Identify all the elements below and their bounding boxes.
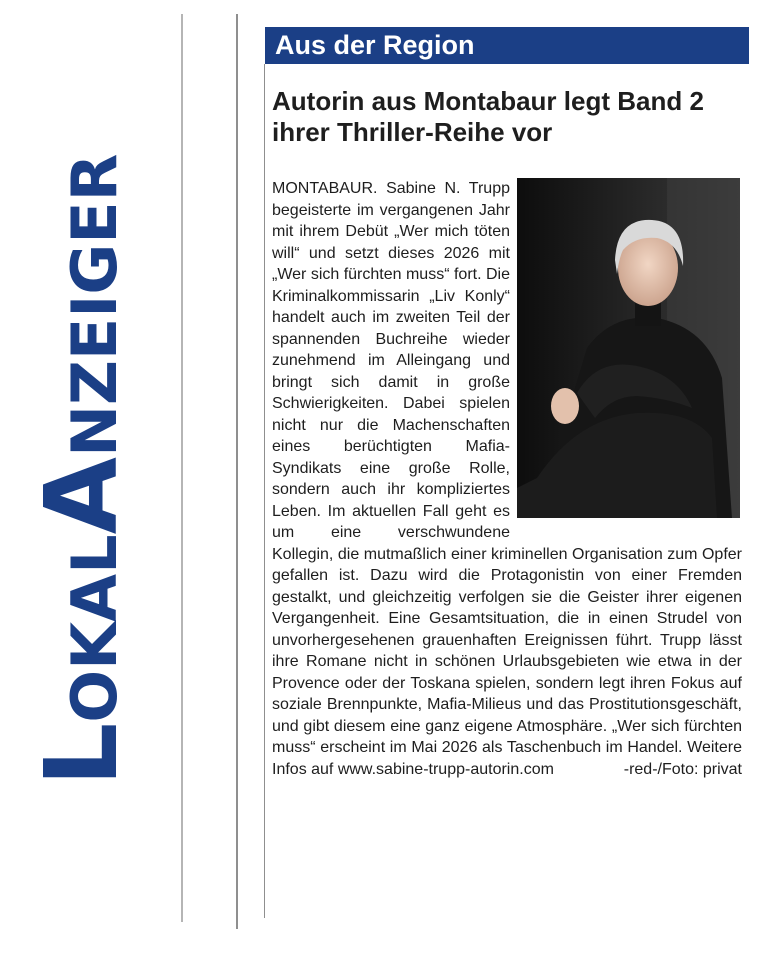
article-body-text: MONTABAUR. Sabine N. Trupp begeisterte im vergangenen Jahr mit ihrem Debüt „Wer mich töten will“ und setzt dieses 2026 mit „Wer sich fürchten muss“ fort. Die Kriminalkommissarin „Liv Konly“ handelt auch im zweiten Teil der spannenden Buchreihe wieder zunehmend im Alleingang und bringt sich damit in große Schwierigkeiten. Dabei spielen nicht nur die Machenschaften eines berüchtigten Mafia-Syndikats eine große Rolle, sondern auch ihr kompliziertes Leben. Im aktuellen Fall geht es um eine verschwundene Kollegin, die mutmaßlich einer kriminellen Organisation zum Opfer gefallen ist. Dazu wird die Protagonistin von einer Fremden gestalkt, und gleichzeitig verfolgen sie die Geister ihrer eigenen Vergangenheit. Eine Gesamtsituation, die in einen Strudel von unvorhergesehenen grauenhaften Ereignissen führt. Trupp lässt ihre Romane nicht in schönen Urlaubsgebieten wie etwa in der Provence oder der Toskana spielen, sondern legt ihren Fokus auf soziale Brennpunkte, Mafia-Milieus und das Prostitutionsgeschäft, und gibt diesem eine ganz eigene Atmosphäre. „Wer sich fürchten muss“ erscheint im Mai 2026 als Taschenbuch im Handel. Weitere Infos auf www.sabine-trupp-autorin.com [272, 180, 742, 778]
article-body [272, 178, 742, 780]
photo-text-wrap [510, 178, 742, 526]
photo-credit: -red-/Foto: privat [623, 760, 742, 778]
column-divider-left [181, 14, 183, 922]
masthead [0, 0, 180, 960]
article-border-left [264, 64, 265, 918]
article-headline: Autorin aus Montabaur legt Band 2 ihrer Thriller-Reihe vor [272, 86, 704, 147]
column-divider-right [236, 14, 238, 929]
newspaper-logo: LOKALANZEIGER [23, 153, 140, 787]
section-header: Aus der Region [265, 27, 749, 64]
